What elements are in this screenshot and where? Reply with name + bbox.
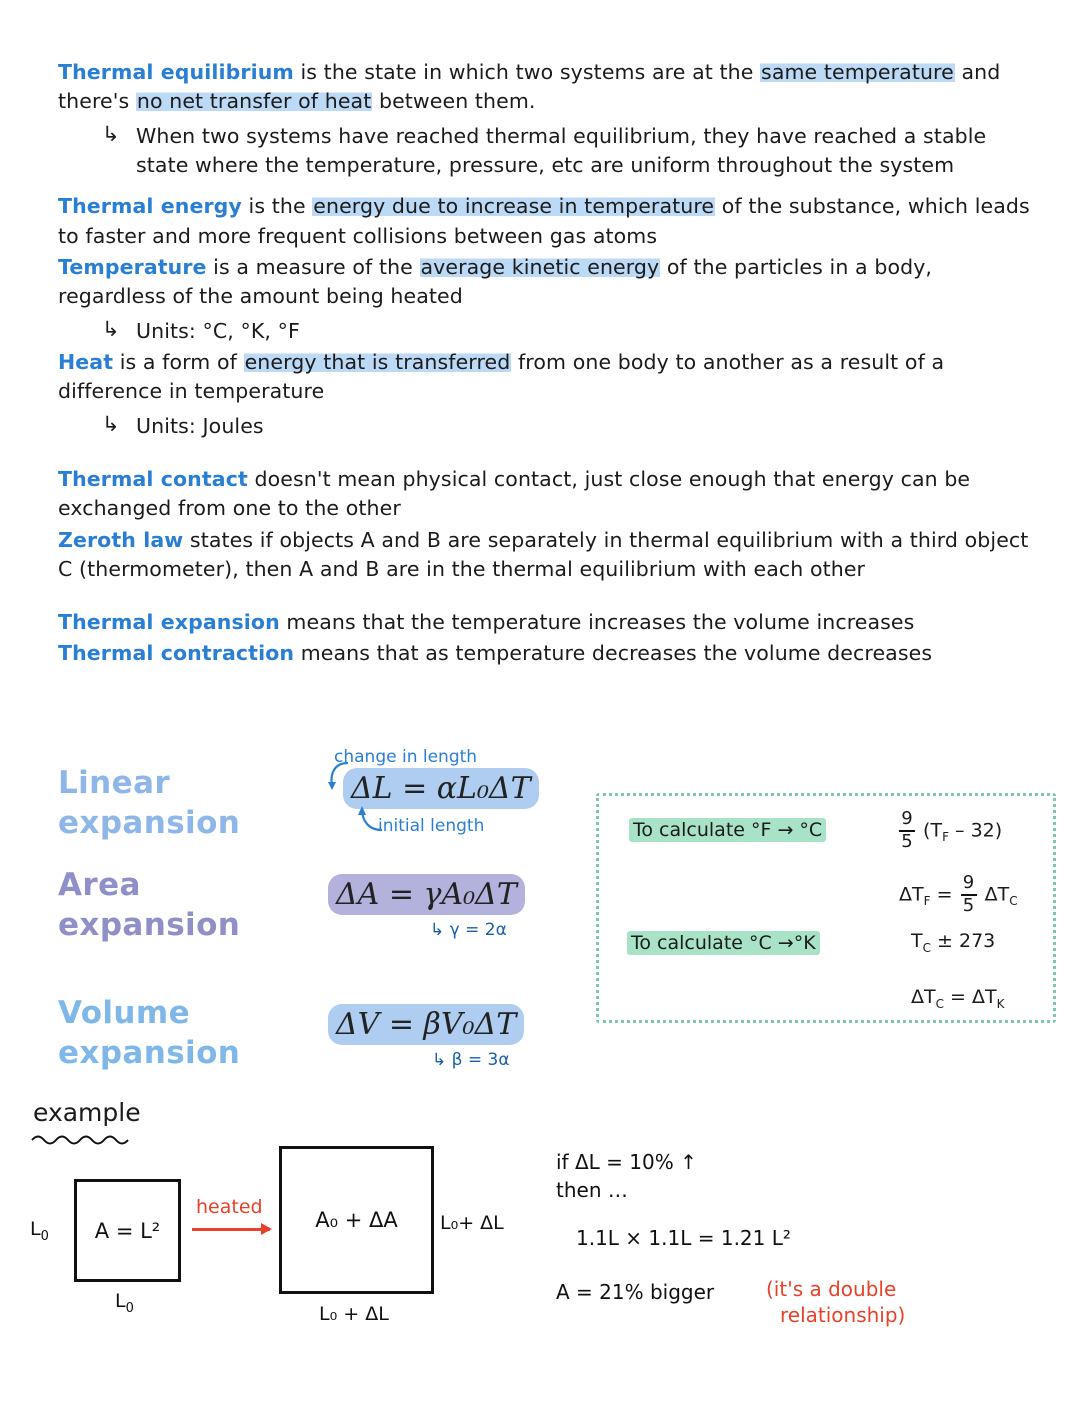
term-temperature: Temperature (58, 254, 207, 279)
fraction-nine-fifths-2: $\frac{9}{5}$ (961, 874, 977, 916)
label-area-expansion: Area expansion (58, 867, 241, 943)
note-paragraph-temperature (58, 253, 1033, 311)
example-note-double-relationship: (it's a double relationship) (766, 1277, 906, 1327)
example-calc-line-2: then … (556, 1178, 628, 1202)
term-thermal-expansion: Thermal expansion (58, 609, 280, 634)
term-thermal-contact: Thermal contact (58, 467, 248, 492)
example-label-left-bottom: $L_0$ (115, 1290, 134, 1316)
note-paragraph-thermal-equilibrium (58, 58, 1033, 116)
example-label-right-bottom: L₀ + ΔL (319, 1303, 389, 1325)
highlight-same-temperature: same temperature (761, 60, 954, 84)
equation-area-expansion: ΔA = γA₀ΔT (328, 874, 525, 915)
conversion-label-c-to-k: To calculate °C →°K (627, 931, 820, 955)
sub-note-heat-units (102, 412, 1033, 441)
note-paragraph-thermal-energy (58, 192, 1033, 250)
highlight-energy-due-to-increase: energy due to increase in temperature (313, 194, 715, 219)
example-label-left-side: $L_0$ (30, 1218, 49, 1244)
notes-section (58, 58, 1033, 670)
equation-volume-expansion: ΔV = βV₀ΔT (328, 1004, 524, 1045)
note-text: means that the temperature increases the volume increases (279, 609, 915, 634)
note-paragraph-thermal-contraction (58, 639, 1033, 668)
sub-arrow-icon: ↳ (102, 316, 120, 341)
annotation-change-in-length: change in length (334, 747, 478, 767)
example-calc-line-4: A = 21% bigger (556, 1280, 715, 1304)
conversion-label-f-to-c: To calculate °F → °C (629, 818, 826, 842)
highlight-energy-transferred: energy that is transferred (244, 349, 511, 374)
conversion-formula-f-to-c: $\frac{9}{5}$ $(T_F - 32)$ (897, 810, 1002, 852)
annotation-beta-relation: ↳ β = 3α (432, 1050, 510, 1070)
note-text: states if objects A and B are separately in thermal equilibrium with a third object C (thermometer), then A and B are in the thermal equilibrium with each other (58, 527, 1029, 581)
example-arrow-icon (192, 1228, 270, 1231)
example-label-right-side: L₀+ ΔL (440, 1212, 504, 1234)
conversion-formula-c-to-k: $T_C \pm 273$ (911, 930, 996, 955)
sub-arrow-icon: ↳ (102, 122, 120, 147)
squiggle-underline-icon (30, 1132, 148, 1146)
sub-arrow-icon: ↳ (102, 412, 120, 437)
highlight-no-net-transfer: no net transfer of heat (136, 89, 372, 114)
note-text: of the particles in a body, regardless of the amount being heated (58, 254, 933, 308)
term-zeroth-law: Zeroth law (58, 527, 184, 552)
example-calc-line-1: if ΔL = 10% ↑ (556, 1150, 697, 1174)
sub-note-text: Units: Joules (136, 414, 264, 439)
conversion-box (596, 793, 1056, 1023)
note-paragraph-heat (58, 348, 1033, 406)
example-arrow-label-heated: heated (196, 1196, 263, 1218)
note-text: and there's (58, 60, 1001, 114)
example-calc-line-3: 1.1L × 1.1L = 1.21 L² (576, 1226, 791, 1250)
term-heat: Heat (58, 349, 114, 374)
conversion-formula-delta-f: $\Delta T_F$ = $\frac{9}{5}$ $\Delta T_C$ (899, 872, 1018, 916)
sub-note-text: Units: °C, °K, °F (136, 318, 300, 343)
note-paragraph-thermal-contact (58, 465, 1033, 523)
example-box-expanded: A₀ + ΔA (279, 1146, 434, 1294)
note-text: is the (241, 194, 313, 219)
note-text: from one body to another as a result of a difference in temperature (58, 349, 945, 404)
example-box-initial: A = L² (74, 1179, 181, 1282)
sub-note-text: When two systems have reached thermal equilibrium, they have reached a stable state where the temperature, pressure, etc are uniform throughout the system (136, 124, 987, 178)
note-text: is a form of (113, 349, 244, 374)
note-paragraph-zeroth-law (58, 526, 1033, 584)
note-text: doesn't mean physical contact, just close enough that energy can be exchanged from one to the other (58, 467, 971, 521)
highlight-average-kinetic-energy: average kinetic energy (420, 254, 660, 279)
term-thermal-contraction: Thermal contraction (58, 640, 295, 665)
annotation-gamma-relation: ↳ γ = 2α (430, 920, 507, 940)
note-text: means that as temperature decreases the volume decreases (294, 640, 933, 665)
note-text: between them. (372, 89, 536, 114)
annotation-initial-length: initial length (378, 816, 485, 836)
note-text: is the state in which two systems are at the (293, 60, 761, 84)
sub-note-thermal-equilibrium (102, 122, 1033, 180)
label-linear-expansion: Linear expansion (58, 765, 241, 841)
term-thermal-energy: Thermal energy (58, 194, 242, 219)
example-heading: example (33, 1098, 141, 1127)
conversion-formula-delta-c-equals-delta-k: $\Delta T_C = \Delta T_K$ (911, 986, 1005, 1011)
note-text: is a measure of the (206, 254, 420, 279)
sub-note-temperature-units (102, 317, 1033, 346)
label-volume-expansion: Volume expansion (58, 995, 241, 1071)
note-text: of the substance, which leads to faster and more frequent collisions between gas atoms (58, 194, 1030, 248)
term-thermal-equilibrium: Thermal equilibrium (58, 60, 294, 84)
fraction-nine-fifths: $\frac{9}{5}$ (899, 810, 915, 852)
equation-linear-expansion: ΔL = αL₀ΔT (343, 768, 539, 809)
note-paragraph-thermal-expansion (58, 608, 1033, 637)
